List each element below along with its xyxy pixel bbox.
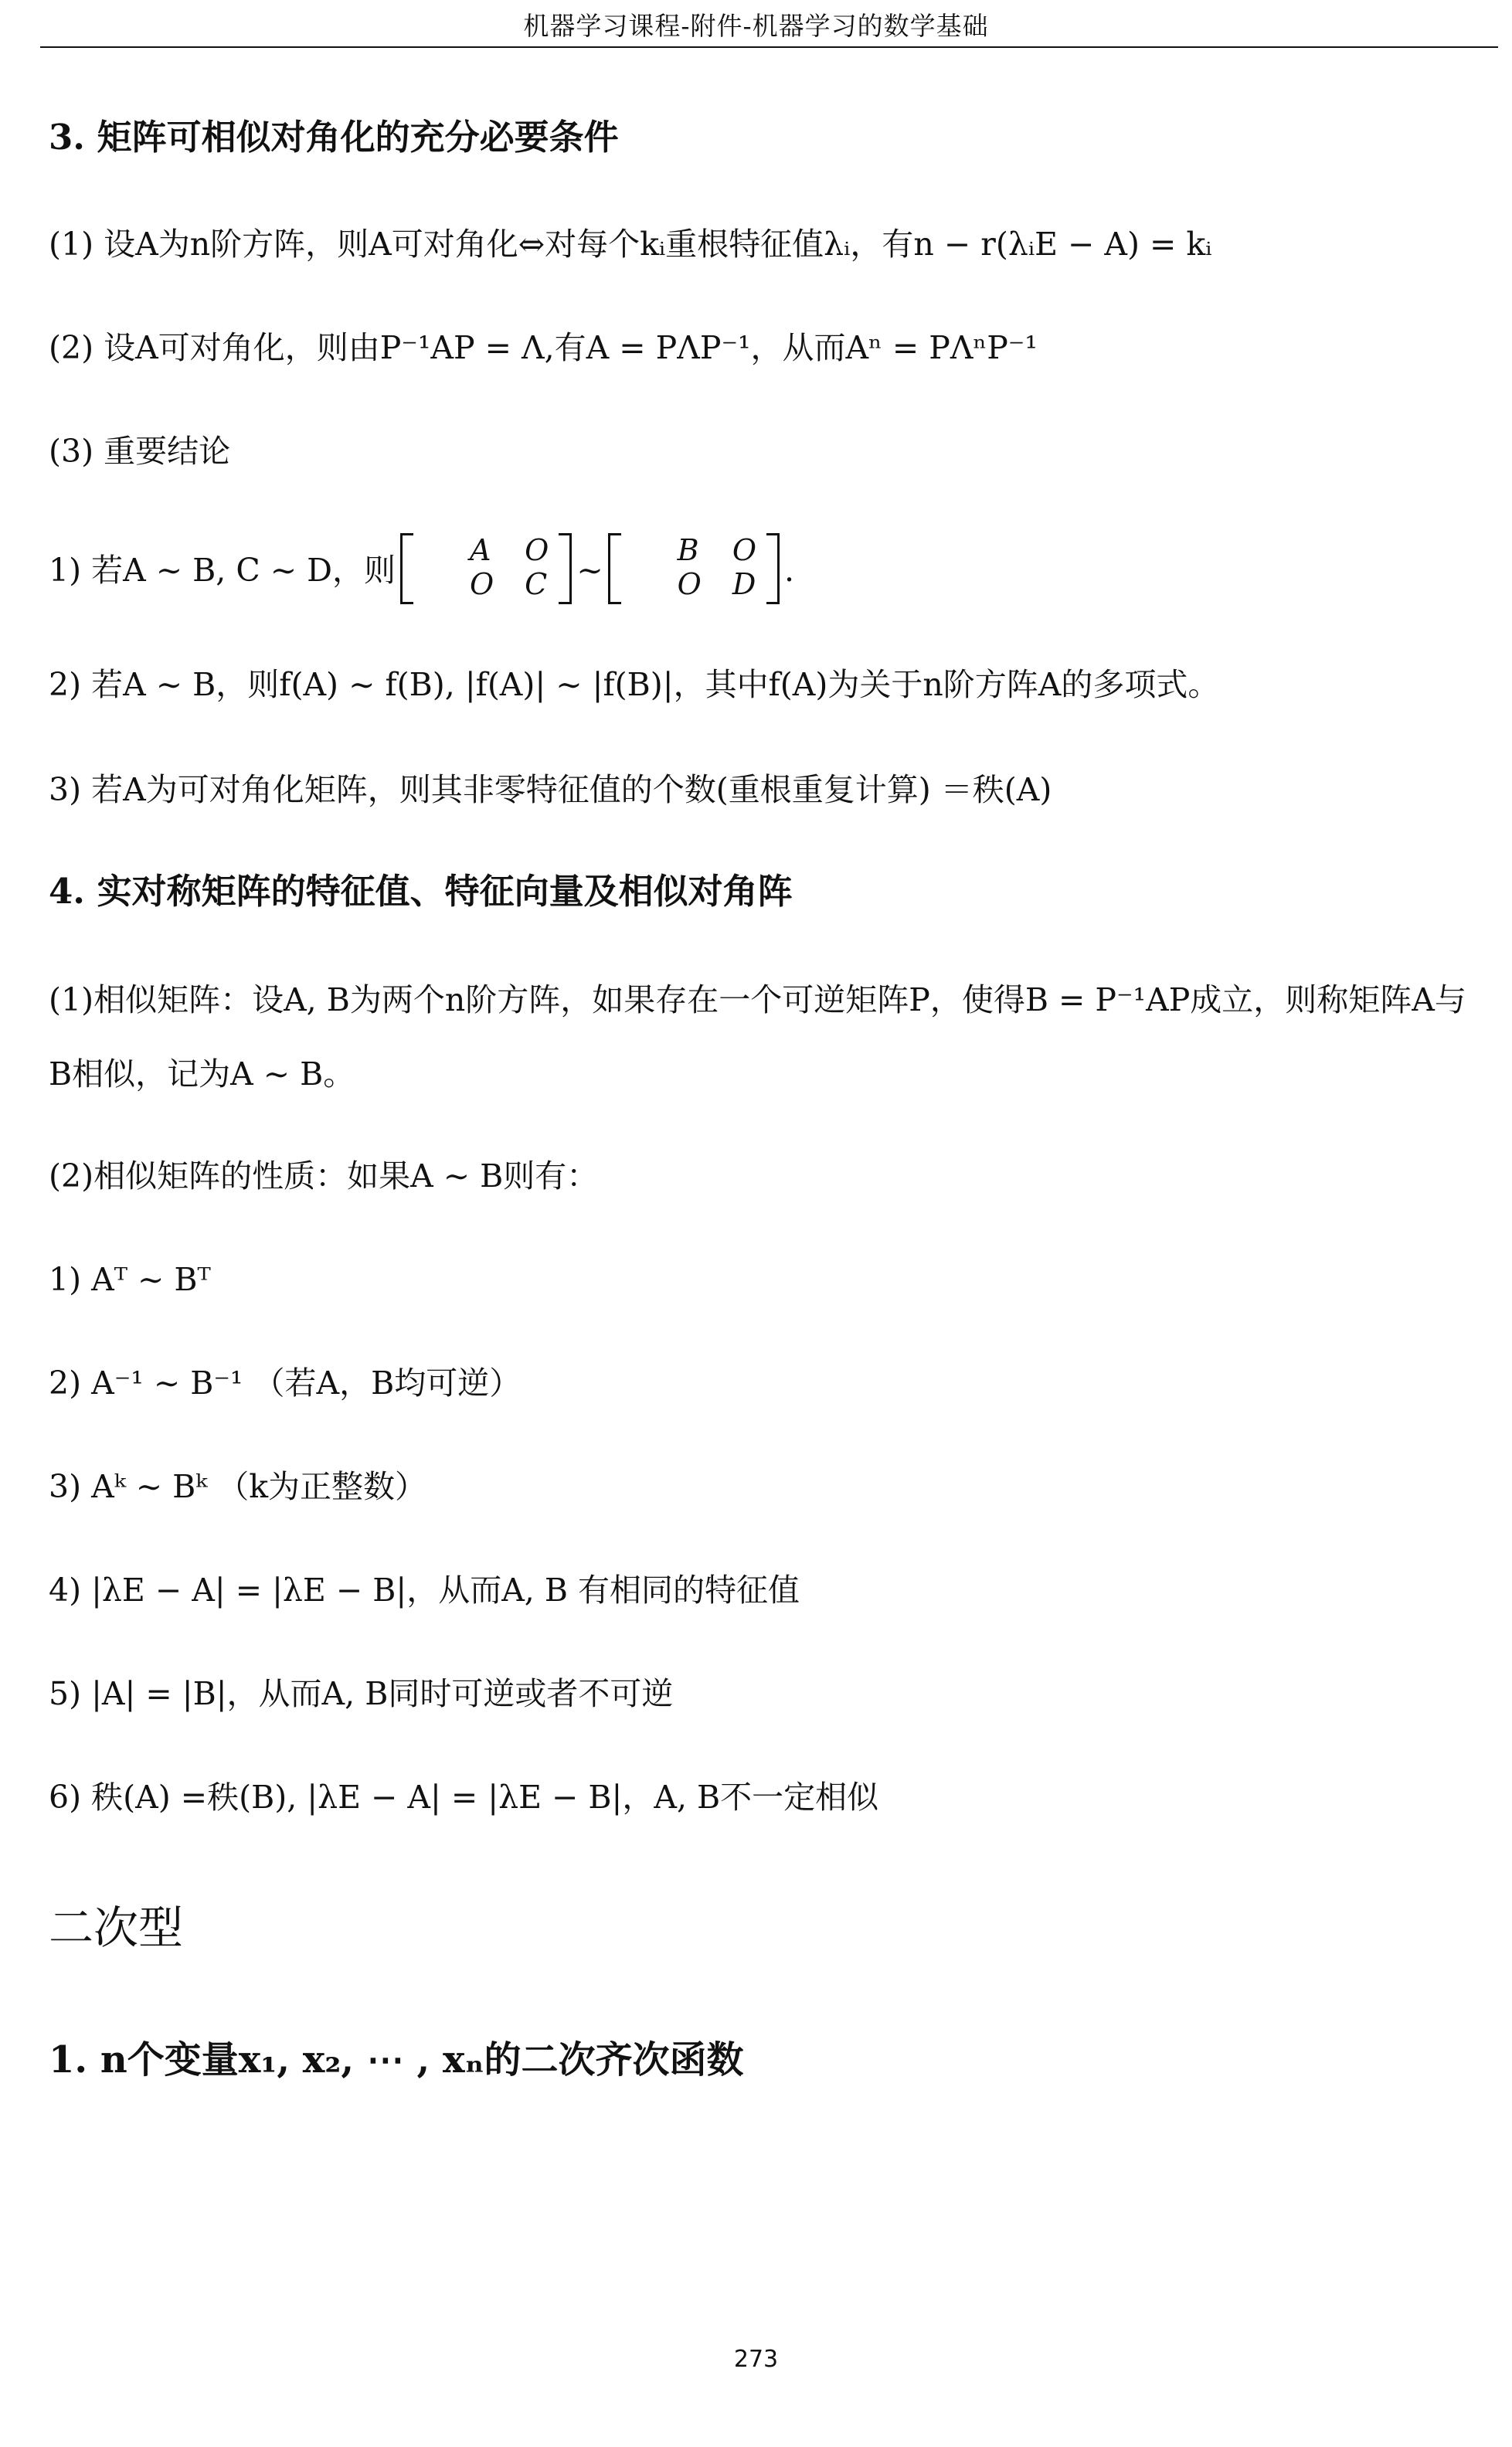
section-3-item-1: (1) 设A为n阶方阵，则A可对角化⇔对每个kᵢ重根特征值λᵢ，有n − r(λᵢE − A) = kᵢ xyxy=(49,226,1212,263)
matrix-entries xyxy=(608,533,780,601)
property-3: 3) Aᵏ ∼ Bᵏ （k为正整数） xyxy=(49,1468,427,1505)
section-3-title: 3. 矩阵可相似对角化的充分必要条件 xyxy=(49,117,619,158)
conclusion-1-prefix: 1) 若A ∼ B, C ∼ D，则 xyxy=(49,552,396,589)
header-title: 机器学习课程-附件-机器学习的数学基础 xyxy=(523,11,989,41)
conclusion-1-suffix: . xyxy=(783,552,795,589)
block-matrix-right xyxy=(608,533,780,607)
matrix-entry: O xyxy=(470,567,494,601)
matrix-entry: O xyxy=(525,533,549,567)
similar-properties-intro: (2)相似矩阵的性质：如果A ∼ B则有： xyxy=(49,1157,599,1195)
property-4: 4) |λE − A| = |λE − B|，从而A, B 有相同的特征值 xyxy=(49,1572,800,1609)
conclusion-2: 2) 若A ∼ B，则f(A) ∼ f(B), |f(A)| ∼ |f(B)|，其中f(A)为关于n阶方阵A的多项式。 xyxy=(49,666,1220,703)
matrix-entry: A xyxy=(470,533,491,567)
matrix-entry: C xyxy=(525,567,548,601)
conclusion-1 xyxy=(49,533,1481,607)
left-bracket xyxy=(608,533,621,604)
matrix-entries xyxy=(400,533,572,601)
section-3-item-2: (2) 设A可对角化，则由P⁻¹AP = Λ,有A = PΛP⁻¹，从而Aⁿ = PΛⁿP⁻¹ xyxy=(49,329,1038,366)
matrix-entry: B xyxy=(677,533,699,567)
right-bracket xyxy=(559,533,572,604)
matrix-entry: D xyxy=(732,567,756,601)
similar-matrix-definition: (1)相似矩阵：设A, B为两个n阶方阵，如果存在一个可逆矩阵P，使得B = P⁻¹AP成立，则称矩阵A与B相似，记为A ∼ B。 xyxy=(49,981,1466,1093)
matrix-entry: O xyxy=(677,567,702,601)
block-matrix-left xyxy=(400,533,572,607)
right-bracket xyxy=(766,533,780,604)
section-4-title: 4. 实对称矩阵的特征值、特征向量及相似对角阵 xyxy=(49,871,793,912)
left-bracket xyxy=(400,533,413,604)
property-6: 6) 秩(A) =秩(B), |λE − A| = |λE − B|，A, B不一定相似 xyxy=(49,1779,879,1816)
property-1: 1) Aᵀ ∼ Bᵀ xyxy=(49,1261,211,1298)
property-2: 2) A⁻¹ ∼ B⁻¹ （若A，B均可逆） xyxy=(49,1365,522,1402)
section-3-item-3: (3) 重要结论 xyxy=(49,433,231,470)
quadratic-form-title: 二次型 xyxy=(49,1902,184,1954)
similar-symbol: ∼ xyxy=(576,552,603,589)
matrix-entry: O xyxy=(732,533,756,567)
quadratic-section-1-title: 1. n个变量x₁, x₂, ⋯ , xₙ的二次齐次函数 xyxy=(49,2038,744,2082)
property-5: 5) |A| = |B|，从而A, B同时可逆或者不可逆 xyxy=(49,1675,674,1712)
conclusion-3: 3) 若A为可对角化矩阵，则其非零特征值的个数(重根重复计算) ＝秩(A) xyxy=(49,771,1052,808)
page-number: 273 xyxy=(733,2346,779,2373)
